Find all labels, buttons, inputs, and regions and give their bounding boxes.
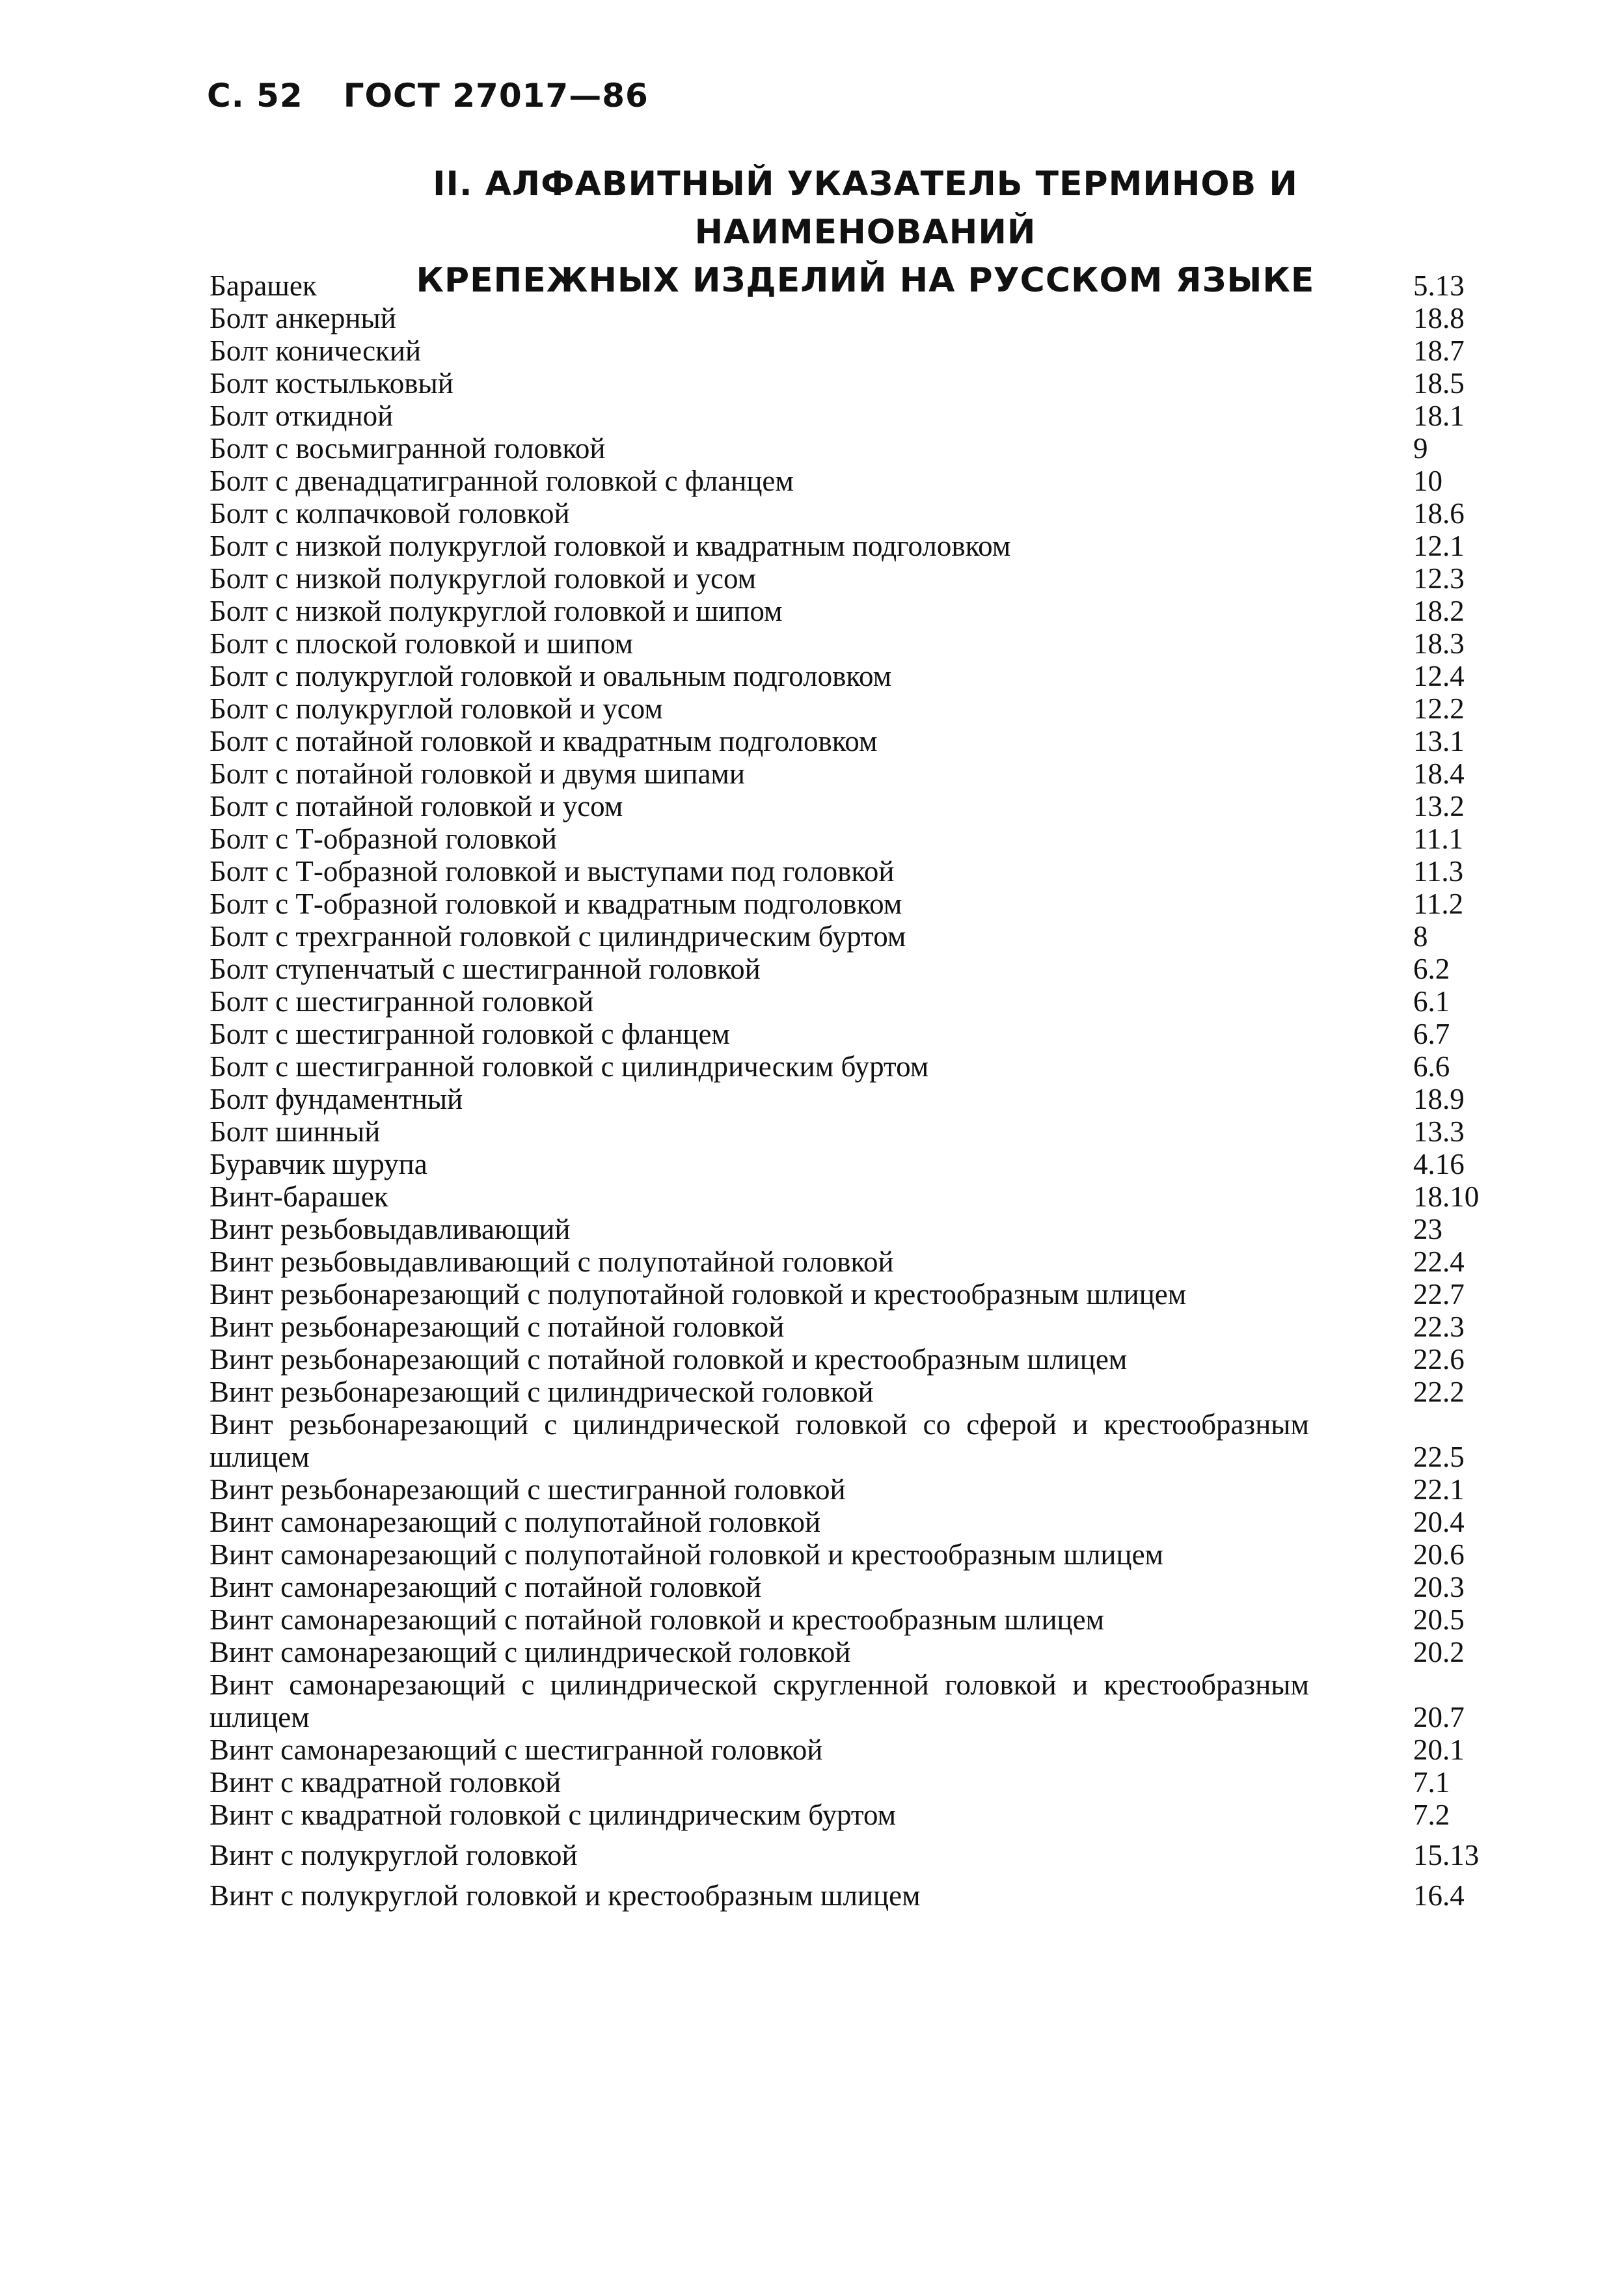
index-entry-term: Болт ступенчатый с шестигранной головкой — [210, 953, 761, 985]
page-header — [207, 77, 649, 115]
index-entry — [210, 1376, 1504, 1408]
index-entry — [210, 400, 1504, 432]
index-entry — [210, 1148, 1504, 1180]
index-entry-term: Болт фундаментный — [210, 1083, 463, 1115]
index-entry-reference: 18.9 — [1413, 1083, 1465, 1115]
index-entry-reference: 20.6 — [1413, 1538, 1465, 1571]
index-entry-term: Буравчик шурупа — [210, 1148, 427, 1180]
index-entry — [210, 725, 1504, 757]
index-entry-reference: 23 — [1413, 1213, 1442, 1245]
index-entry-term: Болт с двенадцатигранной головкой с фланцем — [210, 465, 794, 497]
index-entry-term: Винт самонарезающий с полупотайной головкой и крестообразным шлицем — [210, 1538, 1164, 1571]
index-entry-reference: 20.3 — [1413, 1571, 1465, 1603]
index-entry-reference: 20.4 — [1413, 1506, 1465, 1538]
index-entry-reference: 7.1 — [1413, 1766, 1450, 1799]
index-entry — [210, 953, 1504, 985]
index-entry — [210, 1538, 1504, 1571]
index-entry — [210, 1668, 1504, 1733]
index-entry-term: Болт с низкой полукруглой головкой и шипом — [210, 595, 783, 627]
index-entry — [210, 1083, 1504, 1115]
index-entry-term: Болт с Т-образной головкой — [210, 823, 557, 855]
index-entry-reference: 11.1 — [1413, 823, 1464, 855]
index-entry-term: Болт с восьмигранной головкой — [210, 432, 606, 465]
index-entry — [210, 1245, 1504, 1278]
index-entry-reference: 18.6 — [1413, 497, 1465, 530]
index-entry-term: Винт резьбонарезающий с цилиндрической головкой — [210, 1376, 874, 1408]
index-entry — [210, 1115, 1504, 1148]
index-entry-term: Болт костыльковый — [210, 367, 453, 400]
index-entry-term: Болт анкерный — [210, 302, 396, 334]
index-entry-term: Болт с шестигранной головкой с цилиндрическим буртом — [210, 1050, 929, 1083]
index-entry-term: Болт с плоской головкой и шипом — [210, 627, 634, 660]
index-entry-term: Болт с Т-образной головкой и квадратным подголовком — [210, 888, 902, 920]
index-entry-reference: 18.4 — [1413, 757, 1465, 790]
index-entry-term: Барашек — [210, 269, 317, 302]
index-entry-term: Винт с квадратной головкой с цилиндрическим буртом — [210, 1799, 897, 1831]
index-entry-reference: 22.6 — [1413, 1343, 1465, 1376]
index-entry-reference: 22.4 — [1413, 1245, 1465, 1278]
index-entry-reference: 5.13 — [1413, 269, 1465, 302]
index-entry-reference: 18.3 — [1413, 627, 1465, 660]
index-entry — [210, 627, 1504, 660]
index-entry-reference: 22.1 — [1413, 1473, 1465, 1506]
index-entry — [210, 1879, 1504, 1912]
index-entry — [210, 1799, 1504, 1831]
index-entry — [210, 1050, 1504, 1083]
index-entry-reference: 11.3 — [1413, 855, 1464, 888]
index-entry-reference: 12.3 — [1413, 562, 1465, 595]
index-entry-term: Болт с потайной головкой и квадратным подголовком — [210, 725, 878, 757]
index-entry-reference: 18.10 — [1413, 1180, 1480, 1213]
index-entry-term: Болт откидной — [210, 400, 394, 432]
index-entry — [210, 1733, 1504, 1766]
index-entry — [210, 1766, 1504, 1799]
index-entry — [210, 530, 1504, 562]
index-entry-reference: 22.5 — [1413, 1441, 1465, 1473]
index-entry-term: Винт резьбонарезающий с потайной головкой и крестообразным шлицем — [210, 1343, 1128, 1376]
index-entry-term: Болт с полукруглой головкой и овальным подголовком — [210, 660, 892, 692]
index-entry-term: Винт с полукруглой головкой — [210, 1839, 578, 1871]
index-entry-reference: 20.7 — [1413, 1701, 1465, 1733]
index-entry-term: Болт с трехгранной головкой с цилиндрическим буртом — [210, 920, 906, 953]
index-entry-reference: 7.2 — [1413, 1799, 1450, 1831]
index-entry-reference: 10 — [1413, 465, 1442, 497]
index-entry — [210, 1571, 1504, 1603]
index-entry — [210, 692, 1504, 725]
index-entry-term: Винт самонарезающий с цилиндрической головкой — [210, 1636, 851, 1668]
index-entry-term: Винт-барашек — [210, 1180, 388, 1213]
index-entry — [210, 855, 1504, 888]
index-entry — [210, 790, 1504, 823]
index-entry-term: Винт самонарезающий с шестигранной головкой — [210, 1733, 823, 1766]
index-entry — [210, 497, 1504, 530]
index-entry-reference: 16.4 — [1413, 1879, 1465, 1912]
index-entry-term: Болт с полукруглой головкой и усом — [210, 692, 663, 725]
index-entry — [210, 1473, 1504, 1506]
index-entry-term: Винт резьбонарезающий с потайной головкой — [210, 1311, 785, 1343]
index-entry-reference: 18.5 — [1413, 367, 1465, 400]
index-entry-reference: 18.2 — [1413, 595, 1465, 627]
index-entry-reference: 20.5 — [1413, 1603, 1465, 1636]
index-entry-term: Винт самонарезающий с полупотайной головкой — [210, 1506, 821, 1538]
index-entry-reference: 6.2 — [1413, 953, 1450, 985]
index-entry-reference: 6.6 — [1413, 1050, 1450, 1083]
index-entry — [210, 985, 1504, 1018]
index-entry-reference: 6.7 — [1413, 1018, 1450, 1050]
index-entry-term: Винт с полукруглой головкой и крестообразным шлицем — [210, 1879, 921, 1912]
standard-designation: ГОСТ 27017—86 — [343, 77, 649, 115]
index-entry — [210, 302, 1504, 334]
index-entry-term: Болт с шестигранной головкой с фланцем — [210, 1018, 730, 1050]
index-entry-reference: 12.4 — [1413, 660, 1465, 692]
index-entry — [210, 1839, 1504, 1871]
index-entry — [210, 595, 1504, 627]
index-entry — [210, 1636, 1504, 1668]
section-title-line-1: II. АЛФАВИТНЫЙ УКАЗАТЕЛЬ ТЕРМИНОВ И НАИМЕНОВАНИЙ — [433, 165, 1298, 252]
index-entry — [210, 1018, 1504, 1050]
index-entry-reference: 13.1 — [1413, 725, 1465, 757]
page-number: С. 52 — [207, 77, 303, 115]
index-entry-term: Винт самонарезающий с потайной головкой и крестообразным шлицем — [210, 1603, 1105, 1636]
index-entry-term: Винт самонарезающий с цилиндрической скругленной головкой и крестообразным шлицем — [210, 1668, 1309, 1733]
index-entry-reference: 12.1 — [1413, 530, 1465, 562]
index-entry-reference: 11.2 — [1413, 888, 1464, 920]
index-entry-reference: 20.1 — [1413, 1733, 1465, 1766]
index-entry — [210, 1408, 1504, 1473]
index-entry-reference: 22.3 — [1413, 1311, 1465, 1343]
index-entry — [210, 1180, 1504, 1213]
index-entry — [210, 920, 1504, 953]
index-entry — [210, 465, 1504, 497]
index-entry-term: Винт резьбонарезающий с шестигранной головкой — [210, 1473, 846, 1506]
index-entry-term: Болт с шестигранной головкой — [210, 985, 594, 1018]
index-entry — [210, 1213, 1504, 1245]
index-entry-term: Болт с колпачковой головкой — [210, 497, 570, 530]
index-entry-term: Болт с потайной головкой и усом — [210, 790, 623, 823]
index-entry-reference: 9 — [1413, 432, 1428, 465]
index-entry — [210, 823, 1504, 855]
index-entry-term: Винт резьбовыдавливающий с полупотайной головкой — [210, 1245, 894, 1278]
index-entry-reference: 13.2 — [1413, 790, 1465, 823]
index-entry — [210, 757, 1504, 790]
index-entry-reference: 12.2 — [1413, 692, 1465, 725]
index-entry — [210, 432, 1504, 465]
index-entry — [210, 269, 1504, 302]
index-entry — [210, 888, 1504, 920]
index-entry-reference: 15.13 — [1413, 1839, 1480, 1871]
index-entry — [210, 1603, 1504, 1636]
index-entry-term: Болт шинный — [210, 1115, 381, 1148]
index-entry-reference: 4.16 — [1413, 1148, 1465, 1180]
section-title-line-2: КРЕПЕЖНЫХ ИЗДЕЛИЙ НА РУССКОМ ЯЗЫКЕ — [416, 261, 1315, 300]
index-entry-reference: 22.7 — [1413, 1278, 1465, 1311]
index-entry — [210, 562, 1504, 595]
index-entry-reference: 18.1 — [1413, 400, 1465, 432]
index-entry — [210, 1311, 1504, 1343]
index-entry-reference: 13.3 — [1413, 1115, 1465, 1148]
index-entry-reference: 20.2 — [1413, 1636, 1465, 1668]
index-entry-term: Болт конический — [210, 334, 422, 367]
index-entry-reference: 18.8 — [1413, 302, 1465, 334]
index-entry-reference: 8 — [1413, 920, 1428, 953]
index-entry — [210, 1343, 1504, 1376]
index-entry — [210, 334, 1504, 367]
index-entry — [210, 1506, 1504, 1538]
index-entry-term: Винт самонарезающий с потайной головкой — [210, 1571, 762, 1603]
index-entry-term: Винт резьбовыдавливающий — [210, 1213, 571, 1245]
index-entry — [210, 660, 1504, 692]
index-entry-term: Винт резьбонарезающий с цилиндрической головкой со сферой и крестообразным шлицем — [210, 1408, 1309, 1473]
index-entry — [210, 1278, 1504, 1311]
index-entry-reference: 18.7 — [1413, 334, 1465, 367]
index-entry-term: Болт с Т-образной головкой и выступами под головкой — [210, 855, 895, 888]
index-entry-term: Болт с низкой полукруглой головкой и усом — [210, 562, 757, 595]
index-entry-term: Винт с квадратной головкой — [210, 1766, 562, 1799]
index-entry — [210, 367, 1504, 400]
index-entry-term: Винт резьбонарезающий с полупотайной головкой и крестообразным шлицем — [210, 1278, 1187, 1311]
index-entry-term: Болт с низкой полукруглой головкой и квадратным подголовком — [210, 530, 1011, 562]
alphabetical-index-list — [210, 269, 1504, 1912]
index-entry-reference: 6.1 — [1413, 985, 1450, 1018]
index-entry-reference: 22.2 — [1413, 1376, 1465, 1408]
index-entry-term: Болт с потайной головкой и двумя шипами — [210, 757, 745, 790]
